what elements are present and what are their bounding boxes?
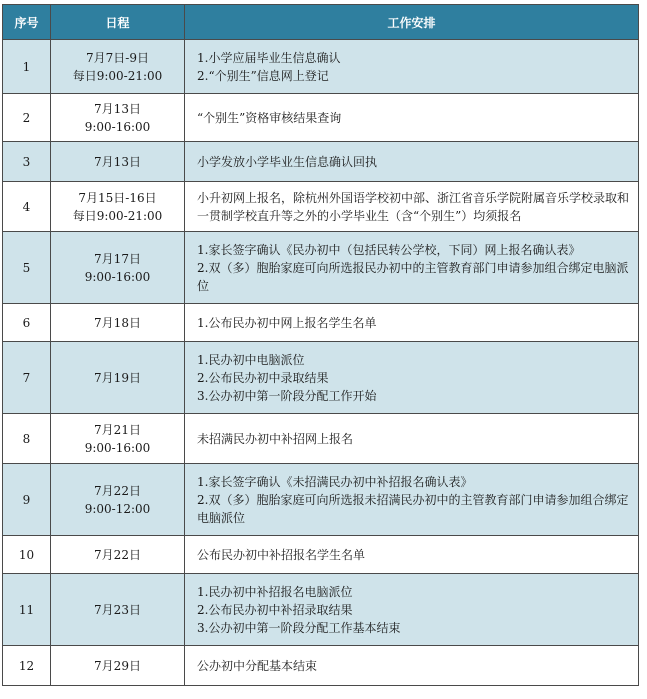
row-task [185,536,639,574]
task-line: 3.公办初中第一阶段分配工作基本结束 [197,620,401,635]
row-date [51,464,185,536]
row-task [185,414,639,464]
task-line: 2.公布民办初中录取结果 [197,370,329,385]
date-line: 9:00-16:00 [84,269,151,284]
table-row [3,232,639,304]
task-line: 1.家长签字确认《民办初中（包括民转公学校，下同）网上报名确认表》 [197,242,581,257]
date-line: 7月21日 [94,422,141,437]
date-line: 7月15日-16日 [78,190,157,205]
row-index: 8 [3,414,51,464]
task-line: 公办初中分配基本结束 [197,658,318,673]
row-task [185,342,639,414]
row-task [185,40,639,94]
row-index: 11 [3,574,51,646]
table-row [3,94,639,142]
row-task [185,304,639,342]
date-line: 7月13日 [94,154,141,169]
row-date [51,182,185,232]
date-line: 7月18日 [94,315,141,330]
row-date [51,536,185,574]
row-task [185,182,639,232]
task-line: 2.双（多）胞胎家庭可向所选报民办初中的主管教育部门申请参加组合绑定电脑派位 [197,260,629,293]
table-row [3,464,639,536]
row-index: 3 [3,142,51,182]
row-index: 5 [3,232,51,304]
row-index: 12 [3,646,51,686]
row-date [51,40,185,94]
task-line: 2.双（多）胞胎家庭可向所选报未招满民办初中的主管教育部门申请参加组合绑定电脑派位 [197,492,629,525]
row-index: 4 [3,182,51,232]
date-line: 7月23日 [94,602,141,617]
task-line: 1.民办初中电脑派位 [197,352,305,367]
header-index: 序号 [3,5,51,40]
row-date [51,232,185,304]
date-line: 每日9:00-21:00 [72,208,163,223]
row-index: 10 [3,536,51,574]
task-line: 未招满民办初中补招网上报名 [197,431,354,446]
date-line: 7月13日 [94,101,141,116]
task-line: 2.“个别生”信息网上登记 [197,68,329,83]
table-row [3,646,639,686]
table-row [3,414,639,464]
schedule-table-container [2,4,638,686]
date-line: 7月7日-9日 [86,50,149,65]
task-line: 小学发放小学毕业生信息确认回执 [197,154,378,169]
task-line: 1.公布民办初中网上报名学生名单 [197,315,377,330]
row-index: 2 [3,94,51,142]
task-line: 1.民办初中补招报名电脑派位 [197,584,353,599]
date-line: 7月29日 [94,658,141,673]
row-date [51,574,185,646]
row-task [185,464,639,536]
row-index: 9 [3,464,51,536]
date-line: 9:00-12:00 [84,501,151,516]
task-line: 1.家长签字确认《未招满民办初中补招报名确认表》 [197,474,473,489]
date-line: 7月17日 [94,251,141,266]
date-line: 7月22日 [94,547,141,562]
task-line: 小升初网上报名，除杭州外国语学校初中部、浙江省音乐学院附属音乐学校录取和一贯制学校直升等之外的小学毕业生（含“个别生”）均须报名 [197,190,630,223]
header-task: 工作安排 [185,5,639,40]
row-index: 6 [3,304,51,342]
table-header-row [3,5,639,40]
task-line: 1.小学应届毕业生信息确认 [197,50,341,65]
table-body [3,40,639,686]
header-date: 日程 [51,5,185,40]
row-task [185,232,639,304]
table-row [3,304,639,342]
row-task [185,646,639,686]
row-date [51,304,185,342]
table-row [3,342,639,414]
table-row [3,142,639,182]
row-index: 1 [3,40,51,94]
table-row [3,536,639,574]
date-line: 每日9:00-21:00 [72,68,163,83]
row-date [51,94,185,142]
row-date [51,142,185,182]
row-date [51,414,185,464]
row-date [51,646,185,686]
date-line: 9:00-16:00 [84,440,151,455]
table-row [3,40,639,94]
row-task [185,142,639,182]
task-line: 公布民办初中补招报名学生名单 [197,547,366,562]
date-line: 9:00-16:00 [84,119,151,134]
row-task [185,574,639,646]
table-row [3,182,639,232]
date-line: 7月19日 [94,370,141,385]
task-line: 3.公办初中第一阶段分配工作开始 [197,388,377,403]
table-row [3,574,639,646]
schedule-table [2,4,639,686]
row-task [185,94,639,142]
row-date [51,342,185,414]
row-index: 7 [3,342,51,414]
task-line: “个别生”资格审核结果查询 [197,110,342,125]
task-line: 2.公布民办初中补招录取结果 [197,602,353,617]
date-line: 7月22日 [94,483,141,498]
